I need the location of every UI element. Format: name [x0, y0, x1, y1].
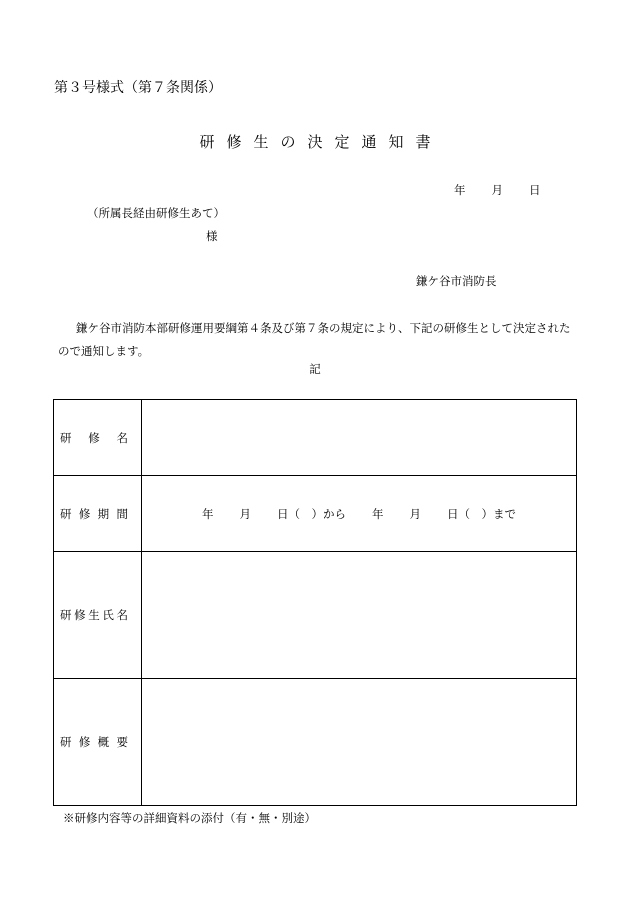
label-char: 氏 — [102, 608, 114, 622]
value-summary[interactable] — [142, 679, 577, 806]
end-day: 日 — [447, 506, 459, 521]
label-char: 名 — [116, 608, 128, 622]
label-char: 修 — [78, 506, 91, 521]
label-char: 修 — [88, 430, 100, 445]
honorific: 様 — [206, 229, 218, 243]
label-char: 研 — [60, 608, 72, 622]
label-course-name — [54, 400, 142, 476]
value-course-name[interactable] — [142, 400, 577, 476]
value-period[interactable] — [142, 476, 577, 552]
label-char: 間 — [116, 506, 128, 521]
label-char: 研 — [60, 506, 72, 521]
table-row-course-name — [54, 400, 577, 476]
end-month: 月 — [409, 506, 421, 521]
label-char: 修 — [74, 608, 86, 622]
addressee-note: （所属長経由研修生あて） — [87, 206, 225, 220]
date-line — [454, 182, 541, 198]
details-table — [53, 399, 577, 806]
label-char: 名 — [116, 430, 128, 445]
ki-heading: 記 — [309, 362, 321, 376]
label-period — [54, 476, 142, 552]
value-trainee-name[interactable] — [142, 552, 577, 679]
label-char: 期 — [97, 506, 110, 521]
start-month: 月 — [239, 506, 251, 521]
label-char: 生 — [88, 608, 100, 622]
from-text: から — [323, 506, 346, 521]
label-char: 研 — [60, 735, 72, 749]
start-day: 日 — [277, 506, 289, 521]
body-text: 鎌ケ谷市消防本部研修運用要綱第４条及び第７条の規定により、下記の研修生として決定されたので通知します。 — [58, 321, 571, 358]
date-month: 月 — [491, 183, 503, 197]
label-trainee-name — [54, 552, 142, 679]
end-year: 年 — [372, 506, 384, 521]
table-row-summary — [54, 679, 577, 806]
label-char: 概 — [97, 735, 110, 749]
footnote: ※研修内容等の詳細資料の添付（有・無・別途） — [63, 811, 316, 825]
date-year: 年 — [454, 183, 466, 197]
label-summary — [54, 679, 142, 806]
start-year: 年 — [202, 506, 214, 521]
date-day: 日 — [529, 183, 541, 197]
label-char: 修 — [78, 735, 91, 749]
table-row-trainee-name — [54, 552, 577, 679]
label-char: 研 — [60, 430, 72, 445]
label-char: 要 — [116, 735, 128, 749]
document-title: 研修生の決定通知書 — [199, 133, 443, 151]
end-weekday: （ ） — [458, 506, 493, 521]
form-number: 第３号様式（第７条関係） — [54, 80, 222, 96]
until-text: まで — [493, 506, 516, 521]
sender: 鎌ケ谷市消防長 — [416, 274, 497, 288]
start-weekday: （ ） — [288, 506, 323, 521]
table-row-period — [54, 476, 577, 552]
